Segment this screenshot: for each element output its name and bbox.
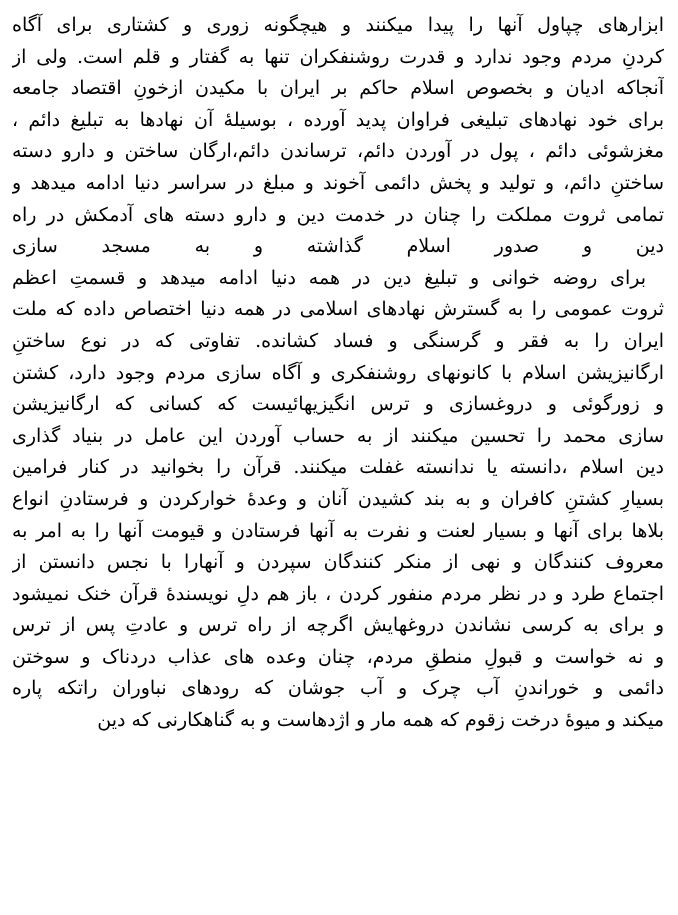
text-line: و زورگوئی و دروغسازی و ترس انگیزیهائیست که کسانی که ارگانیزیشن xyxy=(12,393,664,416)
text-line: تمامی ثروت مملکت را چنان در خدمت دین و دارو دسته های آدمکش در راه xyxy=(12,203,664,226)
text-line: مغزشوئی دائم ، پول در آوردن دائم، ترساندن دائم،ارگان ساختن و دارو دسته xyxy=(12,140,664,163)
text-line: آنجاکه ادیان و بخصوص اسلام حاکم بر ایران با مکیدن ازخونِ اقتصاد جامعه xyxy=(12,77,664,100)
text-line: ابزارهای چپاول آنها را پیدا میکنند و هیچگونه زوری و کشتاری برای آگاه xyxy=(12,14,664,36)
text-line: و برای به کرسی نشاندن دروغهایش اگرچه از راه ترس و عادتِ پس از ترس xyxy=(12,614,664,637)
text-line: ایران را به فقر و گرسنگی و فساد کشانده. تفاوتی که در نوع ساختنِ xyxy=(12,329,664,352)
text-line: معروف کنندگان و نهی از منکر کنندگان سپردن و آنهارا با نجس دانستن از xyxy=(12,551,664,574)
text-line: سازی محمد را تحسین میکنند از به حساب آوردن این عامل در بنیاد گذاری xyxy=(12,424,664,447)
text-line: ثروت عمومی را به گسترش نهادهای اسلامی در همه دنیا اختصاص داده که ملت xyxy=(12,298,664,321)
text-line: بسیارِ کشتنِ کافران و به بند کشیدن آنان و وعدهٔ خوارکردن و فرستادنِ انواع xyxy=(12,487,664,510)
text-line: دین و صدور اسلام گذاشته و به مسجد سازی xyxy=(12,235,664,258)
text-line: کردنِ مردم وجود ندارد و قدرت روشنفکران تنها به گفتار و قلم است. ولی از xyxy=(12,45,664,68)
text-line: ارگانیزیشن اسلام با کانونهای روشنفکری و آگاه سازی مردم وجود دارد، کشتن xyxy=(12,361,664,384)
text-line: دائمی و خوراندنِ آب چرک و آب جوشان که رودهای نباوران راتکه پاره xyxy=(12,677,664,700)
text-line: میکند و میوهٔ درخت زقوم که همه مار و اژدهاست و به گناهکارنی که دین xyxy=(97,709,664,732)
text-line: اجتماع طرد و در نظر مردم منفور کردن ، باز هم دلِ نویسندهٔ قرآن خنک نمیشود xyxy=(12,582,664,605)
text-line: ساختنِ دائم، و تولید و پخش دائمی آخوند و مبلغ در سراسر دنیا ادامه میدهد و xyxy=(12,171,664,194)
text-line: دین اسلام ،دانسته یا ندانسته غفلت میکنند. قرآن را بخوانید در کنار فرامین xyxy=(12,456,664,479)
text-line: برای خود نهادهای تبلیغی فراوان پدید آورده ، بوسیلهٔ آن نهادها به تبلیغ دائم ، xyxy=(12,108,664,131)
text-line: برای روضه خوانی و تبلیغ دین در همه دنیا ادامه میدهد و قسمتِ اعظم xyxy=(12,266,646,289)
text-line: بلاها برای آنها و بسیار لعنت و نفرت به آنها فرستادن و قیومت آنها را به امر به xyxy=(12,519,664,542)
text-line: و نه خواست و قبولِ منطقِ مردم، چنان وعده های عذاب دردناک و سوختن xyxy=(12,645,664,668)
